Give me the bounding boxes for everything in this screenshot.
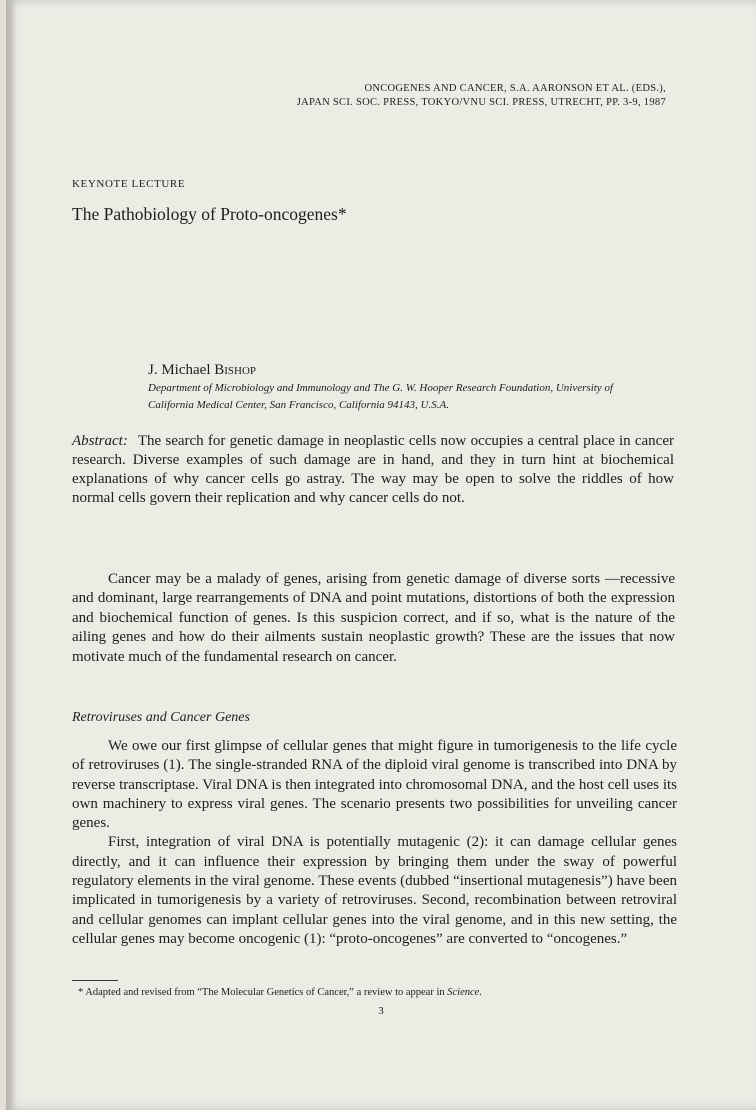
citation-line-2: JAPAN SCI. SOC. PRESS, TOKYO/VNU SCI. PRESS, UTRECHT, PP. 3-9, 1987 xyxy=(296,97,666,108)
section-kicker: KEYNOTE LECTURE xyxy=(72,178,186,190)
affiliation-line-1: Department of Microbiology and Immunology and The G. W. Hooper Research Foundation, University of xyxy=(148,382,613,394)
section-body xyxy=(72,737,677,949)
abstract-label: Abstract: xyxy=(72,433,128,449)
abstract xyxy=(72,432,674,508)
footnote-rule xyxy=(72,980,118,981)
article-title: The Pathobiology of Proto-oncogenes* xyxy=(72,204,347,224)
footnote-journal: Science. xyxy=(447,987,482,998)
footnote-marker: * xyxy=(78,987,84,998)
footnote xyxy=(78,987,482,998)
section-paragraph-1: We owe our first glimpse of cellular genes that might figure in tumorigenesis to the life cycle of retroviruses (1). The single-stranded RNA of the diploid viral genome is transcribed into DNA by reverse transcriptase. Viral DNA is then integrated into chromosomal DNA, and the host cell uses its own machinery to express viral genes. The scenario presents two possibilities for unveiling cancer genes. xyxy=(72,738,677,832)
author-surname: Bishop xyxy=(214,362,257,378)
section-heading: Retroviruses and Cancer Genes xyxy=(72,710,250,725)
citation-header xyxy=(297,82,666,110)
intro-paragraph: Cancer may be a malady of genes, arising from genetic damage of diverse sorts —recessive and dominant, large rearrangements of DNA and point mutations, distortions of both the expression and biochemical function of genes. Is this suspicion correct, and if so, what is the nature of the ailing genes and how do their ailments sustain neoplastic growth? These are the issues that now motivate much of the fundamental research on cancer. xyxy=(72,571,675,665)
document-page xyxy=(6,0,756,1110)
footnote-text: Adapted and revised from “The Molecular Genetics of Cancer,” a review to appear in xyxy=(85,987,445,998)
author-affiliation xyxy=(148,380,688,414)
affiliation-line-2: California Medical Center, San Francisco, California 94143, U.S.A. xyxy=(148,399,449,411)
section-paragraph-2: First, integration of viral DNA is potentially mutagenic (2): it can damage cellular genes directly, and it can influence their expression by bringing them under the sway of powerful regulatory elements in the viral genome. These events (dubbed “insertional mutagenesis”) have been implicated in tumorigenesis by a variety of retroviruses. Second, recombination between retroviral and cellular genomes can implant cellular genes into the viral genome, and in this new setting, the cellular genes may become oncogenic (1): “proto-oncogenes” are converted to “oncogenes.” xyxy=(72,834,677,947)
page-number: 3 xyxy=(378,1005,384,1017)
author-name xyxy=(148,362,256,379)
abstract-text: The search for genetic damage in neoplastic cells now occupies a central place in cancer research. Diverse examples of such damage are in hand, and they in turn hint at biochemical explanations of why cancer cells go astray. The way may be open to solve the riddles of how normal cells govern their replication and why cancer cells do not. xyxy=(72,433,674,506)
citation-line-1: ONCOGENES AND CANCER, S.A. AARONSON ET AL. (EDS.), xyxy=(364,83,666,94)
author-given-name: J. Michael xyxy=(148,362,211,378)
